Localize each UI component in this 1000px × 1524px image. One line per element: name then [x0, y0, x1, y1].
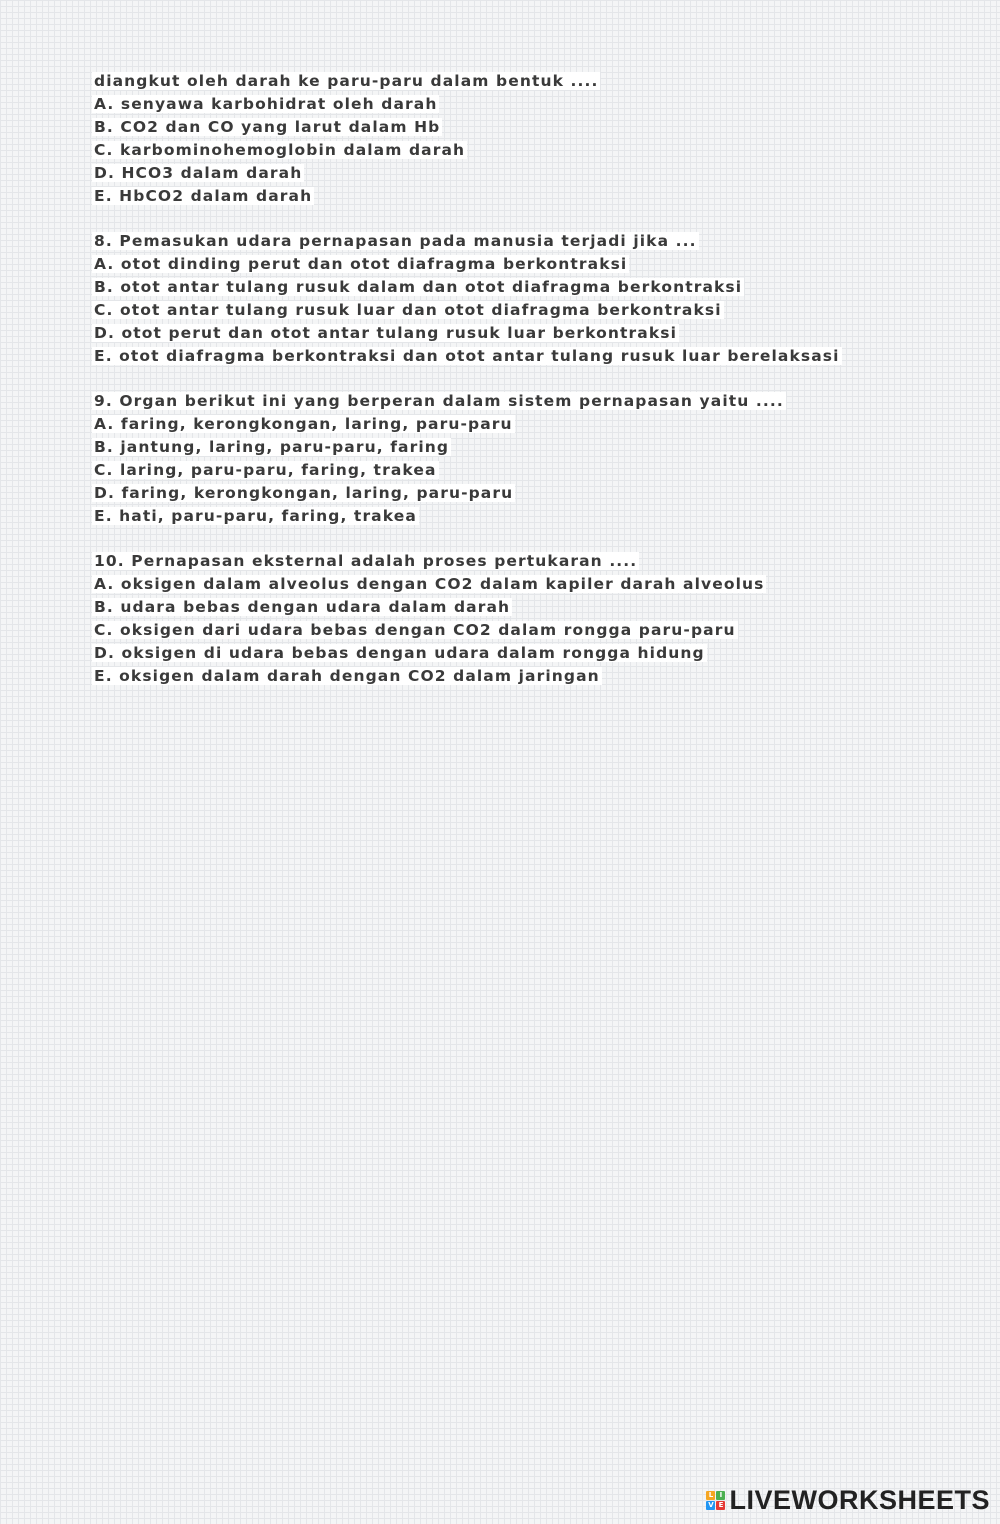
option-c: C. oksigen dari udara bebas dengan CO2 dalam rongga paru-paru: [94, 621, 736, 639]
question-stem: diangkut oleh darah ke paru-paru dalam bentuk ....: [94, 72, 599, 90]
logo-tile-i: I: [716, 1491, 725, 1500]
question-10: [92, 550, 972, 688]
option-d: D. faring, kerongkongan, laring, paru-paru: [94, 484, 514, 502]
question-7: [92, 70, 972, 208]
option-a: A. oksigen dalam alveolus dengan CO2 dalam kapiler darah alveolus: [94, 575, 765, 593]
option-d: D. oksigen di udara bebas dengan udara dalam rongga hidung: [94, 644, 705, 662]
option-c: C. otot antar tulang rusuk luar dan otot diafragma berkontraksi: [94, 301, 722, 319]
option-e: E. hati, paru-paru, faring, trakea: [94, 507, 417, 525]
question-stem: 8. Pemasukan udara pernapasan pada manusia terjadi jika ...: [94, 232, 697, 250]
logo-tile-l: L: [706, 1491, 715, 1500]
option-b: B. jantung, laring, paru-paru, faring: [94, 438, 450, 456]
brand-wordmark: LIVEWORKSHEETS: [729, 1485, 990, 1515]
option-d: D. HCO3 dalam darah: [94, 164, 303, 182]
option-b: B. udara bebas dengan udara dalam darah: [94, 598, 511, 616]
option-e: E. HbCO2 dalam darah: [94, 187, 313, 205]
question-8: [92, 230, 972, 368]
option-c: C. laring, paru-paru, faring, trakea: [94, 461, 437, 479]
question-stem: 9. Organ berikut ini yang berperan dalam sistem pernapasan yaitu ....: [94, 392, 784, 410]
option-a: A. faring, kerongkongan, laring, paru-paru: [94, 415, 513, 433]
liveworksheets-logo-icon: [706, 1491, 725, 1510]
option-b: B. CO2 dan CO yang larut dalam Hb: [94, 118, 441, 136]
logo-tile-v: V: [708, 1501, 714, 1509]
option-d: D. otot perut dan otot antar tulang rusuk luar berkontraksi: [94, 324, 677, 342]
option-e: E. otot diafragma berkontraksi dan otot antar tulang rusuk luar berelaksasi: [94, 347, 840, 365]
option-a: A. otot dinding perut dan otot diafragma berkontraksi: [94, 255, 628, 273]
option-c: C. karbominohemoglobin dalam darah: [94, 141, 466, 159]
question-9: [92, 390, 972, 528]
logo-tile-e: E: [716, 1501, 725, 1510]
option-e: E. oksigen dalam darah dengan CO2 dalam jaringan: [94, 667, 600, 685]
worksheet: [92, 70, 972, 688]
liveworksheets-brand[interactable]: [706, 1485, 990, 1516]
option-a: A. senyawa karbohidrat oleh darah: [94, 95, 438, 113]
question-stem: 10. Pernapasan eksternal adalah proses pertukaran ....: [94, 552, 638, 570]
option-b: B. otot antar tulang rusuk dalam dan otot diafragma berkontraksi: [94, 278, 743, 296]
